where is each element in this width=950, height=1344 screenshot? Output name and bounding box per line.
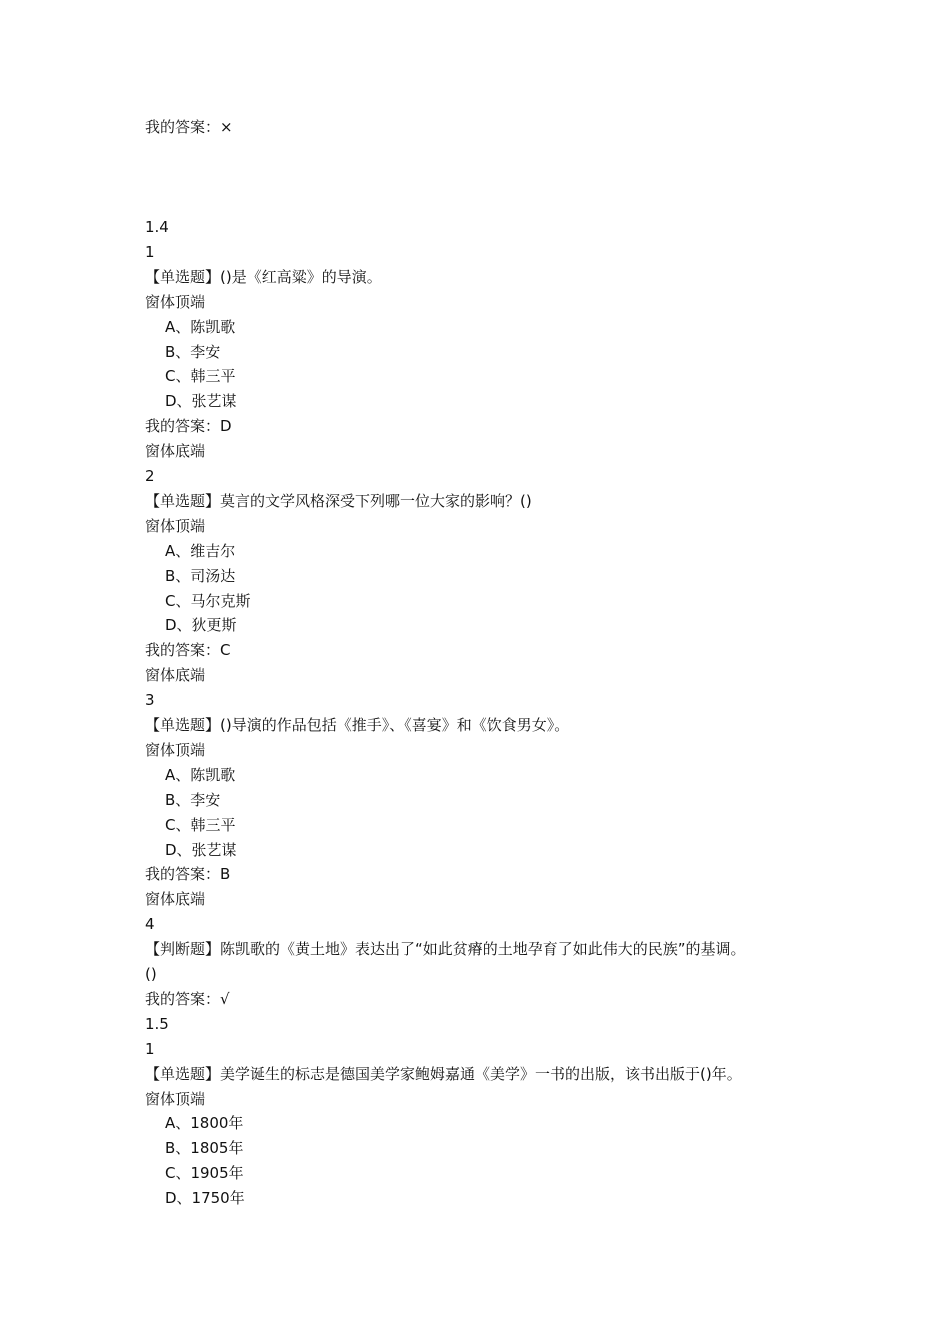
text-line: 【单选题】美学诞生的标志是德国美学家鲍姆嘉通《美学》一书的出版，该书出版于()年。 (145, 1064, 742, 1083)
text-line: 1 (145, 1039, 155, 1058)
text-line: 窗体顶端 (145, 740, 206, 759)
text-line: 【单选题】莫言的文学风格深受下列哪一位大家的影响？() (145, 491, 532, 510)
text-line: 1.5 (145, 1014, 169, 1033)
text-line: 窗体顶端 (145, 292, 206, 311)
text-line: 【单选题】()导演的作品包括《推手》、《喜宴》和《饮食男女》。 (145, 716, 570, 734)
option-line: B、司汤达 (165, 566, 236, 585)
text-line: 我的答案：C (145, 641, 231, 660)
option-line: A、陈凯歌 (165, 317, 236, 336)
text-line: () (145, 965, 157, 983)
option-line: D、狄更斯 (165, 616, 237, 635)
option-line: D、张艺谋 (165, 840, 237, 859)
text-line: 1 (145, 242, 155, 261)
text-line: 我的答案：D (145, 417, 232, 436)
option-line: C、1905年 (165, 1164, 244, 1183)
option-line: D、1750年 (165, 1189, 245, 1208)
text-line: 我的答案：√ (145, 989, 230, 1008)
text-line: 【单选题】()是《红高粱》的导演。 (145, 267, 382, 286)
text-line: 我的答案：× (145, 118, 233, 136)
option-line: A、1800年 (165, 1114, 244, 1133)
option-line: A、维吉尔 (165, 541, 236, 560)
text-line: 1.4 (145, 218, 169, 236)
text-line: 窗体底端 (145, 442, 206, 461)
option-line: B、1805年 (165, 1139, 244, 1158)
option-line: A、陈凯歌 (165, 765, 236, 784)
option-line: B、李安 (165, 790, 221, 809)
text-line: 窗体顶端 (145, 1089, 206, 1108)
text-line: 2 (145, 467, 155, 485)
text-line: 我的答案：B (145, 865, 231, 884)
text-line: 窗体底端 (145, 890, 206, 909)
option-line: B、李安 (165, 342, 221, 361)
text-line: 4 (145, 915, 155, 934)
option-line: C、韩三平 (165, 367, 236, 386)
text-line: 3 (145, 691, 155, 710)
text-line: 【判断题】陈凯歌的《黄土地》表达出了“如此贫瘠的土地孕育了如此伟大的民族”的基调。 (145, 940, 746, 959)
option-line: D、张艺谋 (165, 392, 237, 411)
option-line: C、马尔克斯 (165, 591, 251, 610)
text-line: 窗体顶端 (145, 516, 206, 535)
text-line: 窗体底端 (145, 666, 206, 685)
option-line: C、韩三平 (165, 815, 236, 834)
